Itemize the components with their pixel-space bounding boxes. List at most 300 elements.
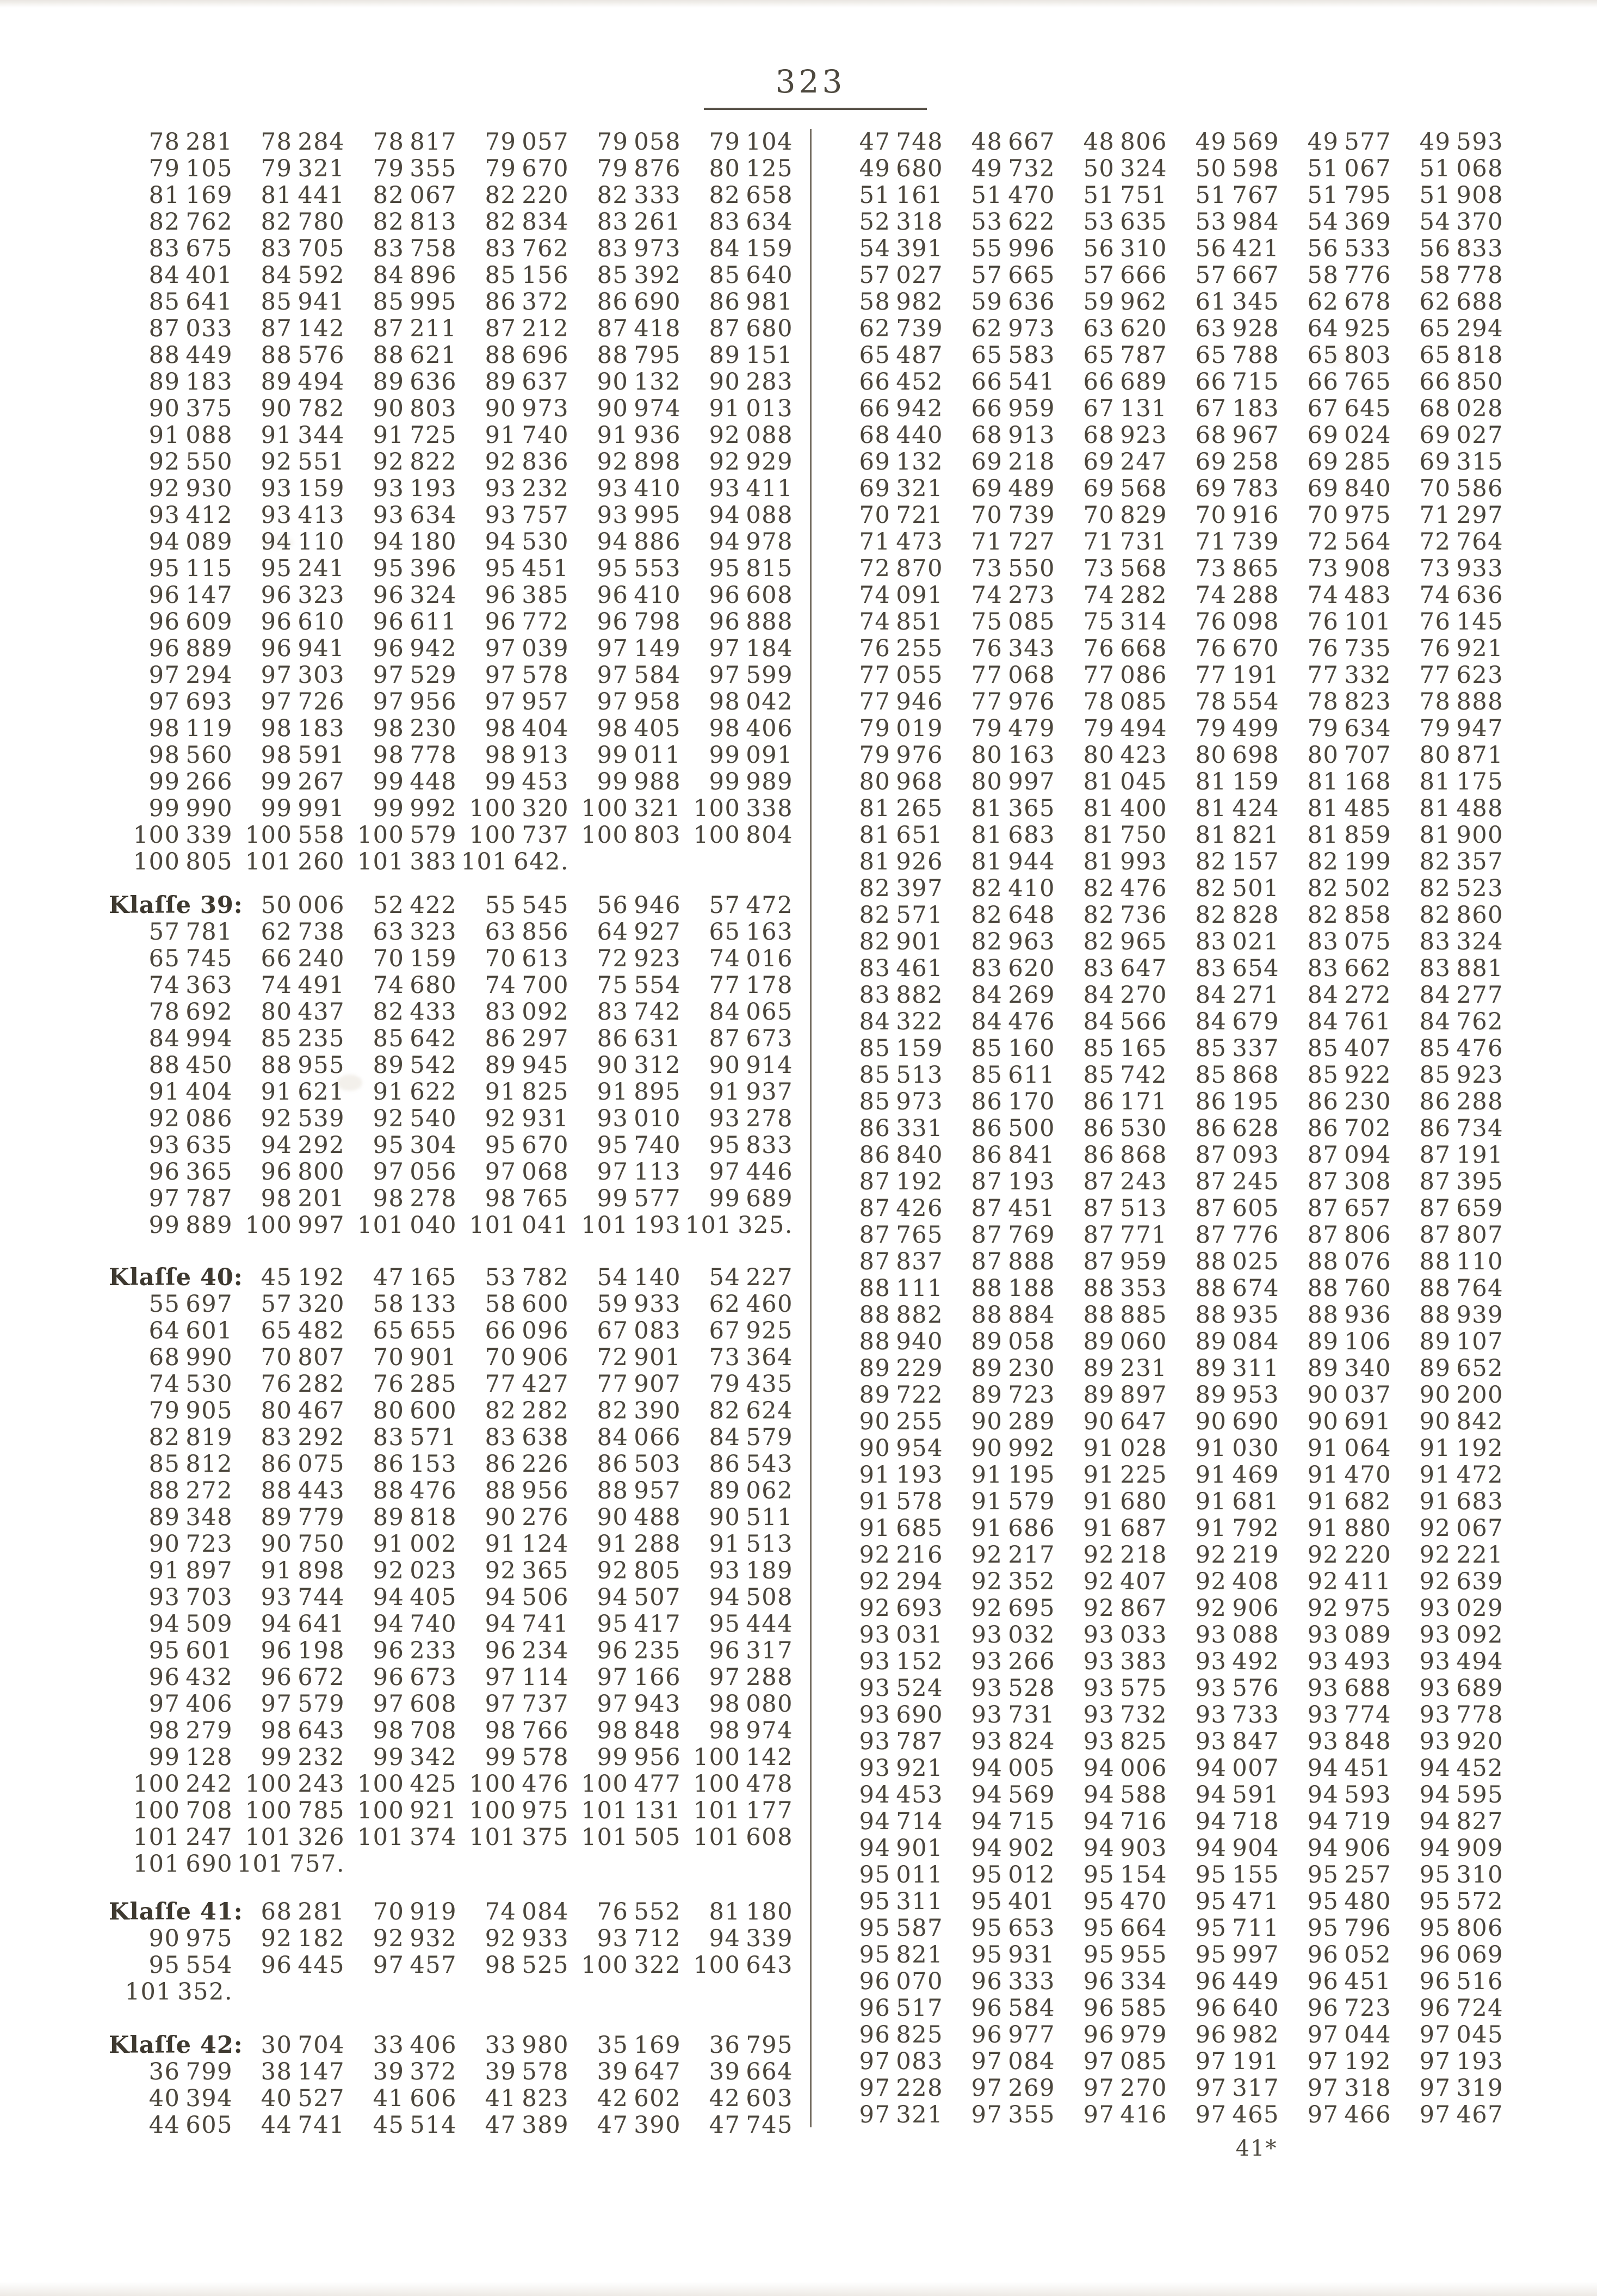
number: 97 416 — [1083, 2101, 1167, 2128]
number: 93 232 — [485, 475, 569, 502]
number: 95 396 — [373, 555, 457, 582]
number: 91 064 — [1307, 1435, 1391, 1462]
number: 96 449 — [1195, 1968, 1279, 1995]
number-row — [121, 609, 793, 635]
number: 91 344 — [261, 422, 345, 449]
number: 98 708 — [373, 1717, 457, 1744]
number: 48 806 — [1083, 128, 1167, 156]
number: 91 030 — [1195, 1435, 1279, 1462]
number: 95 670 — [485, 1132, 569, 1159]
number: 92 906 — [1195, 1595, 1279, 1622]
number: 79 634 — [1307, 715, 1391, 742]
number — [457, 1851, 569, 1878]
number: 64 927 — [597, 918, 681, 946]
number: 83 634 — [709, 208, 793, 236]
number-row — [831, 1115, 1503, 1142]
number-row — [831, 1062, 1503, 1089]
number: 73 865 — [1195, 555, 1279, 582]
number: 69 315 — [1419, 448, 1503, 476]
number: 82 357 — [1419, 848, 1503, 875]
number: 96 516 — [1419, 1968, 1503, 1995]
number: 93 152 — [859, 1648, 943, 1675]
number: 87 418 — [597, 315, 681, 342]
number: 47 748 — [859, 128, 943, 156]
number: 99 990 — [148, 795, 233, 822]
number: 98 183 — [261, 715, 345, 742]
number: 78 085 — [1083, 688, 1167, 715]
number: 101 041 — [469, 1212, 569, 1239]
number: 91 685 — [859, 1515, 943, 1542]
number: 74 680 — [373, 972, 457, 999]
number-row — [121, 1584, 793, 1611]
number: 92 023 — [373, 1557, 457, 1584]
number: 96 608 — [709, 582, 793, 609]
number: 95 154 — [1083, 1861, 1167, 1888]
number-row — [831, 582, 1503, 609]
number: 91 578 — [859, 1488, 943, 1515]
number: 84 159 — [709, 235, 793, 262]
number: 93 412 — [148, 502, 233, 529]
number: 97 084 — [971, 2048, 1055, 2075]
number: 80 600 — [373, 1397, 457, 1424]
number: 90 132 — [597, 368, 681, 396]
number: 89 494 — [261, 368, 345, 396]
number: 95 115 — [148, 555, 233, 582]
number: 47 390 — [597, 2112, 681, 2139]
number-row — [831, 529, 1503, 556]
number: 86 734 — [1419, 1115, 1503, 1142]
number: 98 080 — [709, 1690, 793, 1718]
number: 95 664 — [1083, 1915, 1167, 1942]
number: 51 795 — [1307, 182, 1391, 209]
number: 72 923 — [597, 945, 681, 972]
number: 92 088 — [709, 422, 793, 449]
number-row — [831, 156, 1503, 182]
number: 97 608 — [373, 1690, 457, 1718]
number: 36 795 — [709, 2032, 793, 2059]
number: 79 976 — [859, 742, 943, 769]
number: 70 906 — [485, 1344, 569, 1371]
number: 94 089 — [148, 528, 233, 556]
number: 91 680 — [1083, 1488, 1167, 1515]
number: 90 723 — [148, 1530, 233, 1558]
number: 94 715 — [971, 1808, 1055, 1835]
number: 100 321 — [581, 795, 681, 822]
number: 88 443 — [261, 1477, 345, 1504]
number: 93 787 — [859, 1728, 943, 1755]
number-row — [831, 795, 1503, 822]
number: 88 621 — [373, 342, 457, 369]
number: 39 664 — [709, 2058, 793, 2085]
number: 94 978 — [709, 528, 793, 556]
number: 79 905 — [148, 1397, 233, 1424]
number: 81 441 — [261, 182, 345, 209]
number: 91 225 — [1083, 1461, 1167, 1489]
number-row — [121, 529, 793, 556]
number: 57 472 — [709, 892, 793, 919]
number: 85 611 — [971, 1061, 1055, 1089]
number-row — [831, 822, 1503, 849]
number-row — [121, 156, 793, 182]
number: 91 622 — [373, 1078, 457, 1106]
number: 81 859 — [1307, 822, 1391, 849]
number: 70 586 — [1419, 475, 1503, 502]
number-row — [831, 1302, 1503, 1329]
number-row — [121, 1079, 793, 1106]
number: 88 885 — [1083, 1301, 1167, 1329]
number-row — [831, 1249, 1503, 1275]
number: 97 085 — [1083, 2048, 1167, 2075]
number-row — [121, 422, 793, 449]
number: 90 914 — [709, 1052, 793, 1079]
number: 96 234 — [485, 1637, 569, 1664]
number: 96 610 — [261, 608, 345, 635]
number: 70 919 — [373, 1898, 457, 1925]
number: 80 968 — [859, 768, 943, 795]
number-row — [831, 129, 1503, 156]
number: 56 421 — [1195, 235, 1279, 262]
number: 96 235 — [597, 1637, 681, 1664]
number: 98 974 — [709, 1717, 793, 1744]
number: 91 469 — [1195, 1461, 1279, 1489]
number: 90 973 — [485, 395, 569, 422]
number: 86 195 — [1195, 1088, 1279, 1115]
number: 81 175 — [1419, 768, 1503, 795]
number: 85 165 — [1083, 1035, 1167, 1062]
number: 78 281 — [148, 128, 233, 156]
number: 99 232 — [261, 1744, 345, 1771]
number-row — [121, 1186, 793, 1212]
number: 81 651 — [859, 822, 943, 849]
number: 98 406 — [709, 715, 793, 742]
number: 87 245 — [1195, 1168, 1279, 1195]
number-row — [831, 609, 1503, 635]
number: 92 822 — [373, 448, 457, 476]
number-row — [121, 476, 793, 502]
number-row — [831, 1329, 1503, 1355]
number: 90 782 — [261, 395, 345, 422]
number: 82 819 — [148, 1424, 233, 1451]
number: 92 221 — [1419, 1541, 1503, 1569]
number: 74 491 — [261, 972, 345, 999]
number: 52 318 — [859, 208, 943, 236]
number: 70 613 — [485, 945, 569, 972]
number: 87 605 — [1195, 1195, 1279, 1222]
number: 88 450 — [148, 1052, 233, 1079]
number-row — [831, 369, 1503, 396]
number-row — [831, 1649, 1503, 1675]
number: 82 658 — [709, 182, 793, 209]
number: 93 278 — [709, 1105, 793, 1132]
number: 91 404 — [148, 1078, 233, 1106]
number: 96 982 — [1195, 2021, 1279, 2048]
number: 90 511 — [709, 1504, 793, 1531]
number: 63 620 — [1083, 315, 1167, 342]
number: 82 433 — [373, 998, 457, 1026]
number: 75 085 — [971, 608, 1055, 635]
number-row — [121, 2059, 793, 2085]
number-row — [831, 316, 1503, 342]
number: 99 989 — [709, 768, 793, 795]
number: 87 959 — [1083, 1248, 1167, 1275]
number: 95 587 — [859, 1915, 943, 1942]
number: 95 653 — [971, 1915, 1055, 1942]
number-row — [121, 369, 793, 396]
number: 85 160 — [971, 1035, 1055, 1062]
number: 99 578 — [485, 1744, 569, 1771]
number-row — [831, 1009, 1503, 1035]
number: 49 577 — [1307, 128, 1391, 156]
number: 88 576 — [261, 342, 345, 369]
number-row — [831, 1968, 1503, 1995]
number-row — [121, 1558, 793, 1584]
number: 94 906 — [1307, 1835, 1391, 1862]
number-row — [121, 1344, 793, 1371]
number: 91 513 — [709, 1530, 793, 1558]
number: 65 487 — [859, 342, 943, 369]
number: 90 992 — [971, 1435, 1055, 1462]
number-row — [121, 2112, 793, 2139]
number: 90 974 — [597, 395, 681, 422]
number: 84 761 — [1307, 1008, 1391, 1035]
number: 56 310 — [1083, 235, 1167, 262]
number: 94 451 — [1307, 1755, 1391, 1782]
number: 95 417 — [597, 1610, 681, 1638]
number: 82 157 — [1195, 848, 1279, 875]
number: 74 363 — [148, 972, 233, 999]
number: 76 921 — [1419, 635, 1503, 662]
number: 83 261 — [597, 208, 681, 236]
number: 97 467 — [1419, 2101, 1503, 2128]
number: 90 289 — [971, 1408, 1055, 1435]
number: 94 904 — [1195, 1835, 1279, 1862]
number: 77 191 — [1195, 662, 1279, 689]
number: 67 183 — [1195, 395, 1279, 422]
number: 95 310 — [1419, 1861, 1503, 1888]
number: 77 976 — [971, 688, 1055, 715]
number: 93 524 — [859, 1675, 943, 1702]
number: 95 997 — [1195, 1941, 1279, 1968]
number: 97 578 — [485, 662, 569, 689]
number-row — [121, 1132, 793, 1159]
number: 86 530 — [1083, 1115, 1167, 1142]
number: 91 470 — [1307, 1461, 1391, 1489]
number: 69 321 — [859, 475, 943, 502]
number: 89 945 — [485, 1052, 569, 1079]
number: 93 493 — [1307, 1648, 1391, 1675]
number: 79 019 — [859, 715, 943, 742]
number: 79 321 — [261, 155, 345, 182]
number: 63 856 — [485, 918, 569, 946]
page-edge-shading-top — [0, 0, 1597, 8]
number-row — [121, 182, 793, 209]
number: 62 738 — [261, 918, 345, 946]
number: 99 091 — [709, 742, 793, 769]
number: 94 292 — [261, 1132, 345, 1159]
number: 74 483 — [1307, 582, 1391, 609]
number: 96 147 — [148, 582, 233, 609]
number: 97 787 — [148, 1185, 233, 1212]
number: 94 714 — [859, 1808, 943, 1835]
number: 101 131 — [581, 1797, 681, 1824]
number-row — [831, 2022, 1503, 2048]
number: 91 687 — [1083, 1515, 1167, 1542]
number: 65 655 — [373, 1317, 457, 1344]
number-row — [831, 396, 1503, 422]
number: 87 142 — [261, 315, 345, 342]
number: 85 973 — [859, 1088, 943, 1115]
number: 92 695 — [971, 1595, 1055, 1622]
number: 94 740 — [373, 1610, 457, 1638]
number: 93 159 — [261, 475, 345, 502]
number: 85 995 — [373, 288, 457, 316]
number: 65 788 — [1195, 342, 1279, 369]
number: 96 410 — [597, 582, 681, 609]
number: 98 643 — [261, 1717, 345, 1744]
number: 87 513 — [1083, 1195, 1167, 1222]
number: 94 006 — [1083, 1755, 1167, 1782]
number-row — [121, 1925, 793, 1952]
number: 95 257 — [1307, 1861, 1391, 1888]
number: 89 652 — [1419, 1355, 1503, 1382]
number: 82 780 — [261, 208, 345, 236]
number: 81 750 — [1083, 822, 1167, 849]
number-block-klasse-39 — [109, 892, 793, 1239]
number: 83 092 — [485, 998, 569, 1026]
number: 94 005 — [971, 1755, 1055, 1782]
number: 90 690 — [1195, 1408, 1279, 1435]
number-row — [121, 1212, 793, 1239]
number: 97 068 — [485, 1158, 569, 1186]
number: 53 984 — [1195, 208, 1279, 236]
number: 97 192 — [1307, 2048, 1391, 2075]
number-row — [831, 342, 1503, 369]
number-row — [121, 1052, 793, 1079]
number: 92 217 — [971, 1541, 1055, 1569]
number: 94 110 — [261, 528, 345, 556]
number: 49 732 — [971, 155, 1055, 182]
number-row — [121, 1504, 793, 1531]
number: 83 882 — [859, 982, 943, 1009]
number: 33 406 — [373, 2032, 457, 2059]
number-row — [831, 1888, 1503, 1915]
number: 59 636 — [971, 288, 1055, 316]
number: 48 667 — [971, 128, 1055, 156]
number: 101 375 — [469, 1824, 569, 1851]
number: 86 981 — [709, 288, 793, 316]
number: 98 201 — [261, 1185, 345, 1212]
number: 87 806 — [1307, 1221, 1391, 1249]
number: 93 634 — [373, 502, 457, 529]
number: 82 282 — [485, 1397, 569, 1424]
number: 89 818 — [373, 1504, 457, 1531]
number: 97 599 — [709, 662, 793, 689]
number: 85 922 — [1307, 1061, 1391, 1089]
number: 82 858 — [1307, 902, 1391, 929]
number: 85 513 — [859, 1061, 943, 1089]
number: 81 485 — [1307, 795, 1391, 822]
number-row — [831, 1942, 1503, 1968]
number: 90 375 — [148, 395, 233, 422]
number-row — [121, 1952, 793, 1979]
number: 88 111 — [859, 1275, 943, 1302]
number: 67 925 — [709, 1317, 793, 1344]
number: 89 229 — [859, 1355, 943, 1382]
number: 90 750 — [261, 1530, 345, 1558]
number: 66 959 — [971, 395, 1055, 422]
number: 96 451 — [1307, 1968, 1391, 1995]
number-row — [831, 2102, 1503, 2128]
number: 95 470 — [1083, 1888, 1167, 1915]
number: 97 294 — [148, 662, 233, 689]
number: 88 696 — [485, 342, 569, 369]
number-row — [831, 1222, 1503, 1249]
number: 92 365 — [485, 1557, 569, 1584]
number: 95 155 — [1195, 1861, 1279, 1888]
number-row — [121, 502, 793, 529]
number: 82 390 — [597, 1397, 681, 1424]
number: 86 543 — [709, 1451, 793, 1478]
number: 91 740 — [485, 422, 569, 449]
number: 55 996 — [971, 235, 1055, 262]
number: 77 946 — [859, 688, 943, 715]
number: 81 424 — [1195, 795, 1279, 822]
number: 94 007 — [1195, 1755, 1279, 1782]
number: 94 508 — [709, 1584, 793, 1611]
number: 70 807 — [261, 1344, 345, 1371]
number: 100 242 — [133, 1770, 233, 1798]
number: 50 598 — [1195, 155, 1279, 182]
number: 96 611 — [373, 608, 457, 635]
number-row — [121, 742, 793, 769]
number: 99 577 — [597, 1185, 681, 1212]
number: 79 670 — [485, 155, 569, 182]
number: 94 452 — [1419, 1755, 1503, 1782]
number: 96 070 — [859, 1968, 943, 1995]
number: 97 529 — [373, 662, 457, 689]
number: 52 422 — [373, 892, 457, 919]
number: 88 674 — [1195, 1275, 1279, 1302]
number: 93 383 — [1083, 1648, 1167, 1675]
number: 70 829 — [1083, 502, 1167, 529]
number-row — [831, 982, 1503, 1009]
number: 87 680 — [709, 315, 793, 342]
number: 89 084 — [1195, 1328, 1279, 1355]
number: 87 395 — [1419, 1168, 1503, 1195]
number: 97 317 — [1195, 2075, 1279, 2102]
number: 97 270 — [1083, 2075, 1167, 2102]
number: 92 067 — [1419, 1515, 1503, 1542]
number: 68 923 — [1083, 422, 1167, 449]
number: 96 052 — [1307, 1941, 1391, 1968]
number: 83 662 — [1307, 955, 1391, 982]
number: 94 716 — [1083, 1808, 1167, 1835]
number: 76 255 — [859, 635, 943, 662]
number: 97 083 — [859, 2048, 943, 2075]
number: 97 406 — [148, 1690, 233, 1718]
number-row — [121, 822, 793, 849]
number: 85 156 — [485, 262, 569, 289]
number: 92 539 — [261, 1105, 345, 1132]
number: 94 903 — [1083, 1835, 1167, 1862]
number: 89 897 — [1083, 1381, 1167, 1409]
number: 87 657 — [1307, 1195, 1391, 1222]
number-row — [109, 1898, 793, 1925]
number-row — [831, 1782, 1503, 1809]
number: 84 896 — [373, 262, 457, 289]
number: 77 068 — [971, 662, 1055, 689]
number: 91 725 — [373, 422, 457, 449]
